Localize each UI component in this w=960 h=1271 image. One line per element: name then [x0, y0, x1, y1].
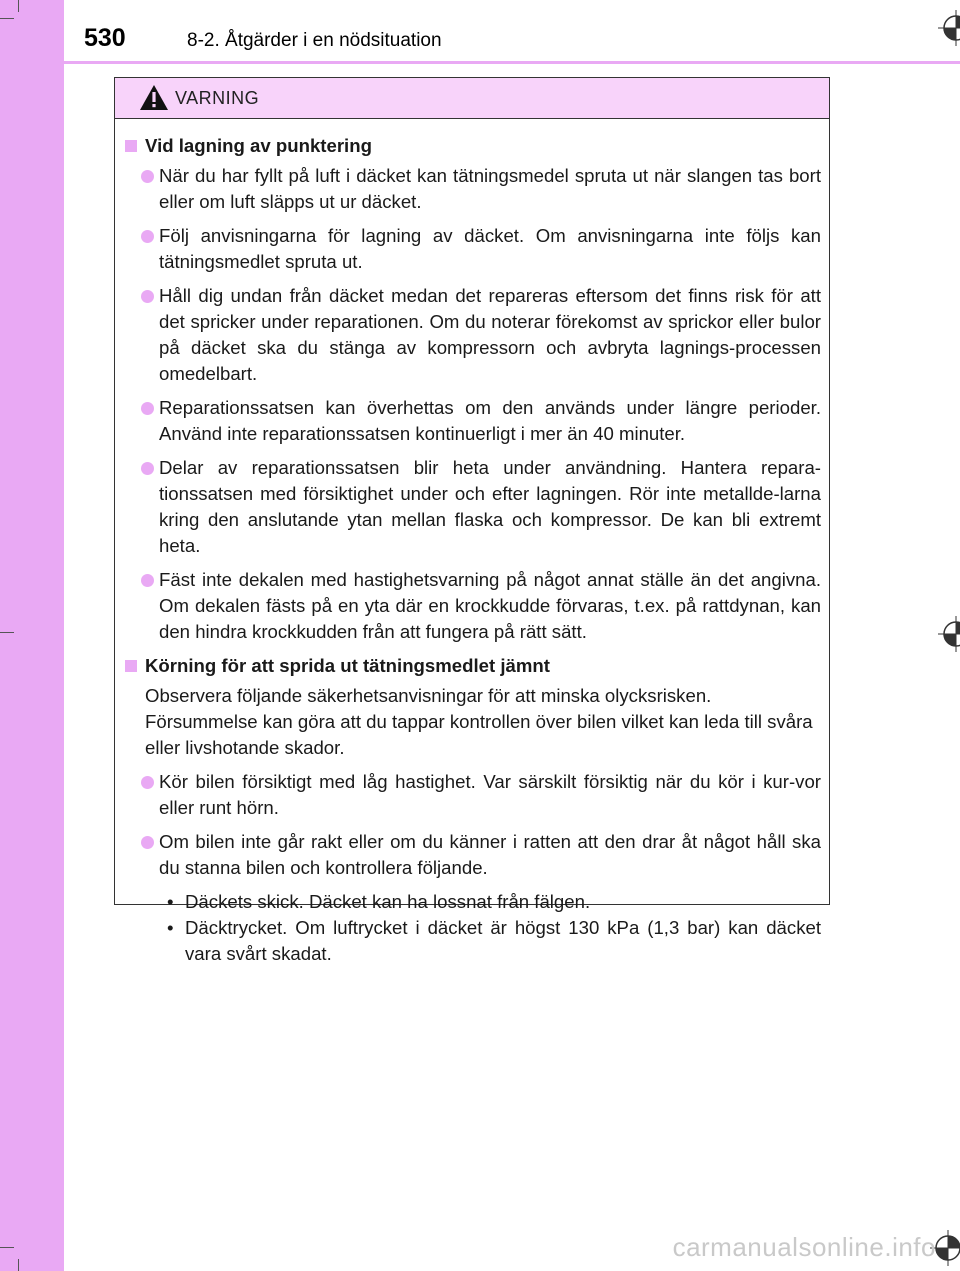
circle-bullet-icon — [141, 170, 154, 183]
circle-bullet-icon — [141, 776, 154, 789]
list-item — [123, 829, 821, 881]
circle-bullet-icon — [141, 402, 154, 415]
side-color-bar — [0, 0, 64, 1271]
circle-bullet-icon — [141, 230, 154, 243]
square-bullet-icon — [125, 660, 137, 672]
trim-mark — [0, 632, 14, 633]
warning-triangle-icon — [139, 84, 169, 111]
section-heading-text: Körning för att sprida ut tätningsmedlet jämnt — [145, 655, 550, 676]
list-item-text: Om bilen inte går rakt eller om du känner i ratten att den drar åt något håll ska du stanna bilen och kontrollera följande. — [159, 831, 821, 878]
list-item-text: Håll dig undan från däcket medan det repareras eftersom det finns risk för att det spricker under reparationen. Om du noterar förekomst av sprickor eller bulor på däcket ska du stänga av kompressorn och avbryta lagnings-processen omedelbart. — [159, 285, 821, 384]
trim-mark — [0, 18, 14, 19]
warning-body — [115, 119, 829, 967]
trim-mark — [18, 1259, 19, 1271]
list-item — [123, 395, 821, 447]
list-item-text: När du har fyllt på luft i däcket kan tätningsmedel spruta ut när slangen tas bort eller om luft släpps ut ur däcket. — [159, 165, 821, 212]
trim-mark — [18, 0, 19, 12]
warning-title: VARNING — [175, 88, 260, 108]
registration-mark-icon — [938, 10, 960, 46]
list-item — [123, 567, 821, 645]
dot-bullet-icon: • — [167, 917, 174, 938]
list-item-text: Fäst inte dekalen med hastighetsvarning på något annat ställe än det angivna. Om dekalen fästs på en yta där en krockkudde förvaras, t.ex. på rattdynan, kan den hindra krockkudden från att fungera på rätt sätt. — [159, 569, 821, 642]
list-item — [123, 283, 821, 387]
sub-list-item — [123, 889, 821, 915]
section-title: 8-2. Åtgärder i en nödsituation — [187, 30, 442, 51]
trim-mark — [0, 1247, 14, 1248]
list-item-text: Delar av reparationssatsen blir heta under användning. Hantera repara-tionssatsen med försiktighet under och efter lagningen. Rör inte metallde-larna kring den anslutande ytan mellan flaska och kompressor. De kan bli extremt heta. — [159, 457, 821, 556]
watermark: carmanualsonline.info — [672, 1232, 936, 1262]
list-item-text: Följ anvisningarna för lagning av däcket. Om anvisningarna inte följs kan tätningsmedlet spruta ut. — [159, 225, 821, 272]
list-item — [123, 163, 821, 215]
registration-mark-icon — [938, 616, 960, 652]
section-intro: Observera följande säkerhetsanvisningar för att minska olycksrisken. Försummelse kan göra att du tappar kontrollen över bilen vilket kan leda till svåra eller livshotande skador. — [145, 685, 813, 758]
sub-list-item-text: Däckets skick. Däcket kan ha lossnat från fälgen. — [185, 891, 591, 912]
section-heading — [123, 133, 821, 159]
circle-bullet-icon — [141, 836, 154, 849]
sub-list-item — [123, 915, 821, 967]
header-rule — [64, 61, 960, 64]
list-item — [123, 769, 821, 821]
warning-header — [115, 78, 829, 119]
circle-bullet-icon — [141, 462, 154, 475]
sub-list-item-text: Däcktrycket. Om luftrycket i däcket är högst 130 kPa (1,3 bar) kan däcket vara svårt skadat. — [185, 917, 821, 964]
circle-bullet-icon — [141, 574, 154, 587]
list-item-text: Kör bilen försiktigt med låg hastighet. Var särskilt försiktig när du kör i kur-vor eller runt hörn. — [159, 771, 821, 818]
dot-bullet-icon: • — [167, 891, 174, 912]
section-heading-text: Vid lagning av punktering — [145, 135, 372, 156]
warning-box — [114, 77, 830, 964]
list-item-text: Reparationssatsen kan överhettas om den används under längre perioder. Använd inte reparationssatsen kontinuerligt i mer än 40 minuter. — [159, 397, 821, 444]
section-heading — [123, 653, 821, 679]
square-bullet-icon — [125, 140, 137, 152]
circle-bullet-icon — [141, 290, 154, 303]
list-item — [123, 455, 821, 559]
page-number: 530 — [84, 24, 126, 52]
list-item — [123, 223, 821, 275]
